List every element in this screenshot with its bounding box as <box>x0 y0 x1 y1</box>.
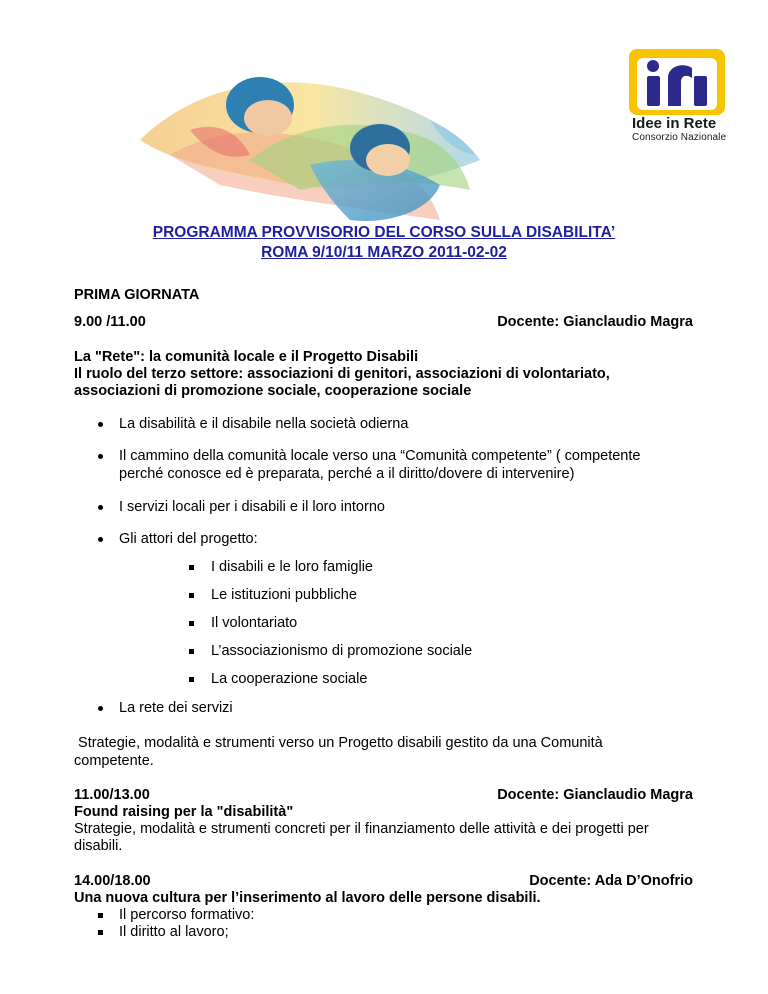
ir-logo-icon <box>628 48 726 116</box>
bullet-square <box>189 593 194 598</box>
list-item: La disabilità e il disabile nella società odierna <box>119 416 409 432</box>
bullet-dot <box>98 422 103 427</box>
bullet-square <box>189 565 194 570</box>
bullet-dot <box>98 454 103 459</box>
session1-time: 9.00 /11.00 <box>74 314 146 330</box>
session2-time: 11.00/13.00 <box>74 787 150 803</box>
bullet-square <box>189 649 194 654</box>
session3-teacher: Docente: Ada D’Onofrio <box>529 873 693 889</box>
session1-subheading: Il ruolo del terzo settore: associazioni di genitori, associazioni di volontariato, <box>74 366 610 382</box>
children-illustration-icon <box>130 60 490 235</box>
sub-list-item: L’associazionismo di promozione sociale <box>211 643 473 659</box>
list-item: Il percorso formativo: <box>119 907 255 923</box>
session2-text-cont: disabili. <box>74 838 123 854</box>
session2-teacher: Docente: Gianclaudio Magra <box>497 787 693 803</box>
list-item: Gli attori del progetto: <box>119 531 258 547</box>
day-heading: PRIMA GIORNATA <box>74 287 200 303</box>
session1-heading: La "Rete": la comunità locale e il Progetto Disabili <box>74 349 419 365</box>
session2-heading: Found raising per la "disabilità" <box>74 804 294 820</box>
logo-subtitle: Consorzio Nazionale <box>632 132 727 143</box>
list-item: La rete dei servizi <box>119 700 233 716</box>
document-title-line1: PROGRAMMA PROVVISORIO DEL CORSO SULLA DISABILITA’ <box>152 224 616 241</box>
logo <box>628 48 728 148</box>
logo-name: Idee in Rete <box>632 115 717 132</box>
list-item-cont: perché conosce ed è preparata, perché a il diritto/dovere di intervenire) <box>119 466 575 482</box>
list-item: Il cammino della comunità locale verso una “Comunità competente” ( competente <box>119 448 641 464</box>
bullet-dot <box>98 706 103 711</box>
bullet-square <box>189 621 194 626</box>
bullet-square <box>98 930 103 935</box>
sub-list-item: I disabili e le loro famiglie <box>211 559 373 575</box>
bullet-dot <box>98 537 103 542</box>
bullet-square <box>189 677 194 682</box>
session3-heading: Una nuova cultura per l’inserimento al lavoro delle persone disabili. <box>74 890 541 906</box>
session1-note-cont: competente. <box>74 753 154 769</box>
session2-text: Strategie, modalità e strumenti concreti per il finanziamento delle attività e dei progetti per <box>74 821 649 837</box>
bullet-square <box>98 913 103 918</box>
sub-list-item: Il volontariato <box>211 615 298 631</box>
session1-note: Strategie, modalità e strumenti verso un Progetto disabili gestito da una Comunità <box>74 735 603 751</box>
document-title-line2: ROMA 9/10/11 MARZO 2011-02-02 <box>261 244 507 261</box>
sub-list-item: Le istituzioni pubbliche <box>211 587 357 603</box>
bullet-dot <box>98 505 103 510</box>
session3-time: 14.00/18.00 <box>74 873 151 889</box>
sub-list-item: La cooperazione sociale <box>211 671 368 687</box>
list-item: Il diritto al lavoro; <box>119 924 229 940</box>
list-item: I servizi locali per i disabili e il loro intorno <box>119 499 385 515</box>
session1-teacher: Docente: Gianclaudio Magra <box>497 314 693 330</box>
session1-subheading-cont: associazioni di promozione sociale, cooperazione sociale <box>74 383 472 399</box>
